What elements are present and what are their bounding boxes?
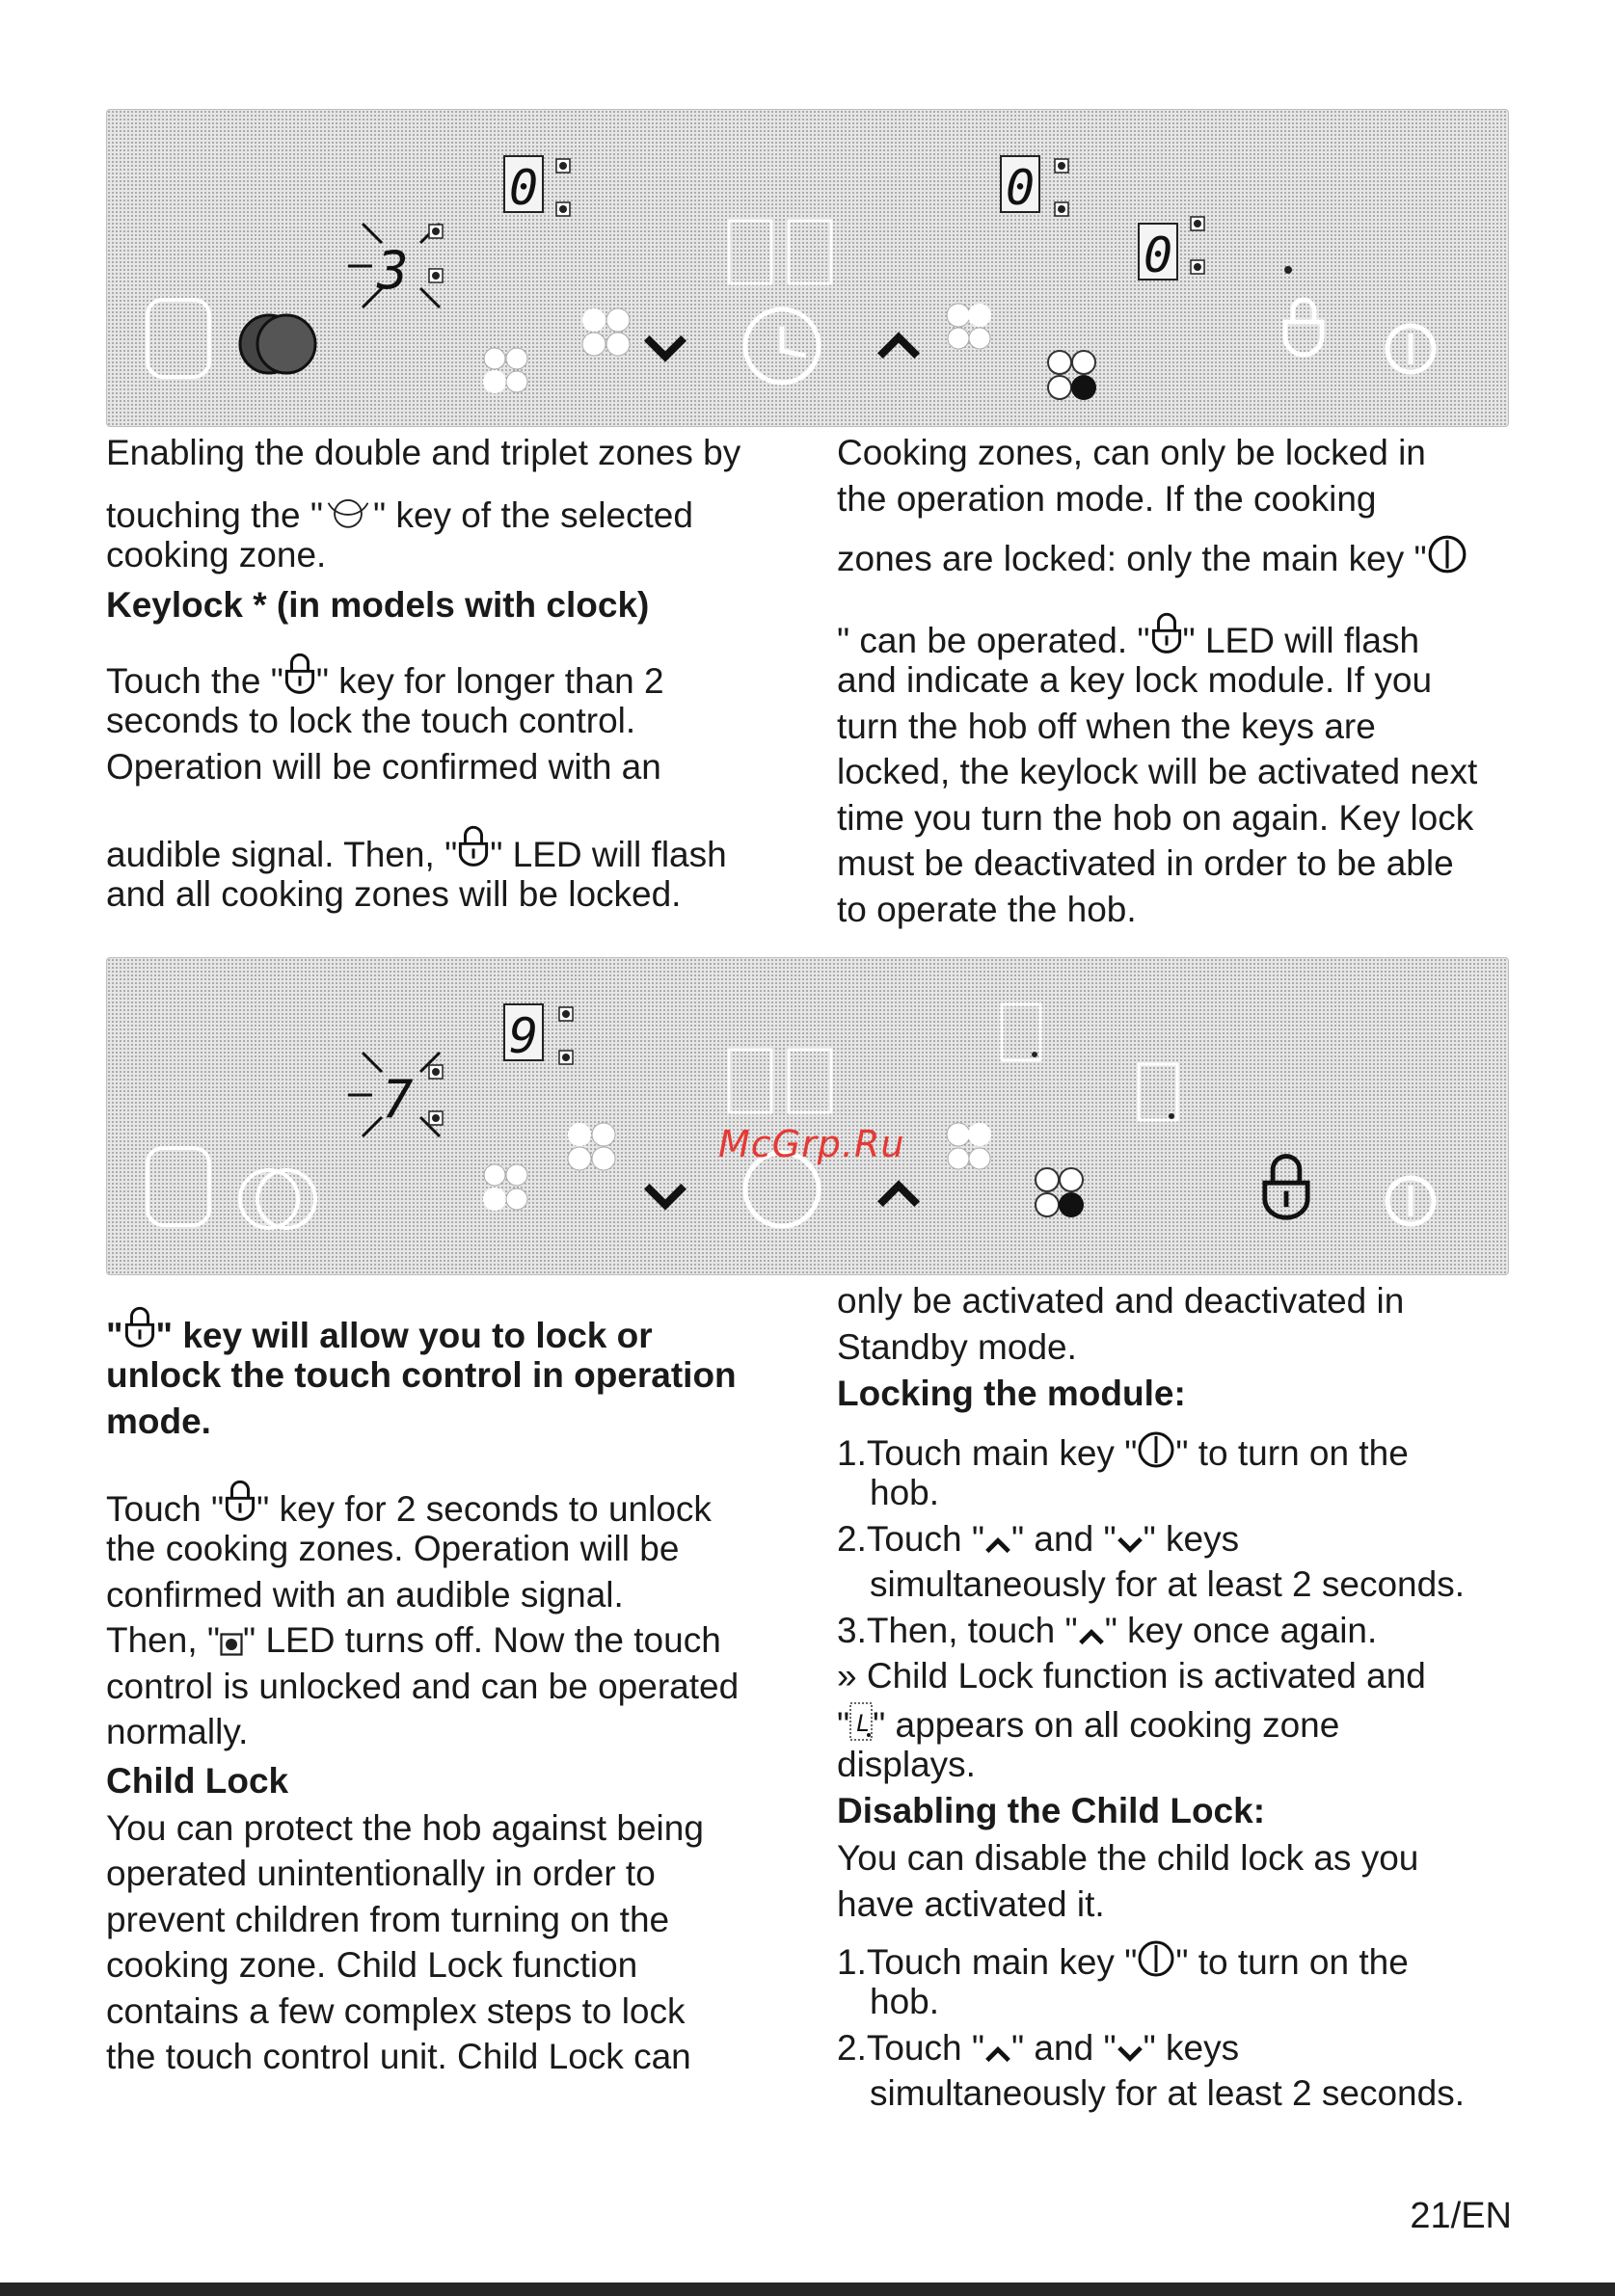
heading-child-lock: Child Lock	[106, 1760, 289, 1801]
text-line: audible signal. Then, " " LED will flash	[106, 820, 810, 885]
text-line: unlock the touch control in operation	[106, 1355, 737, 1395]
heading-locking-module: Locking the module:	[837, 1374, 1186, 1413]
digit-left: 3	[377, 240, 409, 301]
text-line: contains a few complex steps to lock	[106, 1990, 686, 2031]
watermark: McGrp.Ru	[718, 1123, 905, 1165]
text-line: to operate the hob.	[837, 889, 1137, 929]
text-line: the cooking zones. Operation will be	[106, 1529, 680, 1568]
lock-led-icon	[457, 820, 490, 870]
control-panel-bottom	[106, 957, 1509, 1275]
up-arrow-icon	[984, 1535, 1011, 1555]
up-key-icon	[880, 337, 917, 356]
text-line: seconds to lock the touch control.	[106, 701, 636, 740]
text-line: 1.Touch main key " " to turn on the	[837, 1424, 1512, 1483]
text-line: have activated it.	[837, 1883, 1105, 1924]
text-line: normally.	[106, 1712, 249, 1751]
lock-icon	[123, 1301, 156, 1351]
text-line: operated unintentionally in order to	[106, 1854, 656, 1893]
text-line: the operation mode. If the cooking	[837, 478, 1377, 519]
lock-key-white	[1293, 300, 1314, 322]
text-line: You can disable the child lock as you	[837, 1838, 1419, 1878]
led-icon	[220, 1633, 243, 1656]
up-arrow-icon	[984, 2044, 1011, 2064]
lock-key-active-icon	[1265, 1157, 1307, 1218]
lock-icon	[224, 1475, 256, 1525]
text-line: " " key will allow you to lock or	[106, 1301, 810, 1366]
text-line: the touch control unit. Child Lock can	[106, 2037, 691, 2076]
text-line: zones are locked: only the main key "	[837, 529, 1512, 589]
text-line: control is unlocked and can be operated	[106, 1666, 740, 1706]
digit-left: 7	[382, 1069, 414, 1130]
text-line: hob.	[870, 1982, 940, 2021]
right-column-bottom	[837, 1278, 1512, 2117]
power-icon	[1137, 1430, 1175, 1469]
power-icon	[1137, 1939, 1175, 1978]
power-icon	[1427, 534, 1467, 574]
blank-key-left	[148, 300, 209, 377]
text-line: Touch " " key for 2 seconds to unlock	[106, 1475, 810, 1539]
child-lock-display-icon	[849, 1702, 873, 1741]
digit-topleft: 9	[509, 1008, 539, 1064]
text-line: prevent children from turning on the	[106, 1899, 670, 1939]
left-column-top	[106, 430, 810, 918]
text-line: must be deactivated in order to be able	[837, 843, 1454, 883]
text-line: touching the " " key of the selected	[106, 486, 810, 546]
heading-disabling-child-lock: Disabling the Child Lock:	[837, 1791, 1266, 1830]
text-line: cooking zone. Child Lock function	[106, 1945, 638, 1985]
bottom-rule	[0, 2283, 1615, 2296]
text-line: hob.	[870, 1473, 940, 1512]
text-line: confirmed with an audible signal.	[106, 1574, 624, 1615]
text-line: Standby mode.	[837, 1326, 1077, 1367]
down-key-icon	[647, 338, 684, 357]
text-line: Operation will be confirmed with an	[106, 746, 661, 787]
text-line: only be activated and deactivated in	[837, 1281, 1405, 1321]
text-line: " can be operated. " " LED will flash	[837, 608, 1512, 671]
page-number: 21/EN	[1410, 2196, 1512, 2236]
text-line: » Child Lock function is activated and	[837, 1656, 1426, 1695]
text-line: You can protect the hob against being	[106, 1807, 704, 1848]
text-line: 2.Touch " " and " " keys	[837, 1518, 1240, 1559]
text-line: 3.Then, touch " " key once again.	[837, 1610, 1378, 1650]
text-line: " " appears on all cooking zone	[837, 1695, 1512, 1755]
control-panel-top-graphic	[107, 110, 1508, 426]
down-arrow-icon	[1117, 2044, 1144, 2064]
digit-right: 0	[1144, 227, 1173, 283]
lock-icon	[283, 649, 316, 697]
text-line: turn the hob off when the keys are	[837, 706, 1376, 746]
text-line: cooking zone.	[106, 534, 327, 574]
text-line: simultaneously for at least 2 seconds.	[870, 1564, 1465, 1604]
text-line: mode.	[106, 1401, 211, 1441]
text-line: and indicate a key lock module. If you	[837, 660, 1433, 700]
lock-led-icon	[1150, 608, 1183, 656]
control-panel-bottom-graphic	[107, 958, 1508, 1274]
up-arrow-icon	[1078, 1627, 1105, 1646]
text-line: 1.Touch main key " " to turn on the	[837, 1933, 1512, 1992]
down-arrow-icon	[1117, 1535, 1144, 1555]
right-column-top	[837, 430, 1512, 932]
text-line: Enabling the double and triplet zones by	[106, 433, 741, 472]
text-line: Touch the " " key for longer than 2	[106, 649, 810, 711]
text-line: displays.	[837, 1744, 976, 1784]
text-line: time you turn the hob on again. Key lock	[837, 797, 1474, 838]
text-line: and all cooking zones will be locked.	[106, 874, 682, 914]
left-column-bottom	[106, 1278, 810, 2080]
control-panel-top	[106, 109, 1509, 427]
text-line: Cooking zones, can only be locked in	[837, 433, 1426, 472]
text-line: 2.Touch " " and " " keys	[837, 2027, 1240, 2068]
digit-topright: 0	[1006, 160, 1036, 216]
dual-zone-icon	[323, 493, 373, 531]
digit-topleft: 0	[509, 160, 539, 216]
heading-keylock: Keylock * (in models with clock)	[106, 585, 650, 625]
text-line: simultaneously for at least 2 seconds.	[870, 2073, 1465, 2113]
text-line: locked, the keylock will be activated next	[837, 752, 1478, 791]
text-line: Then, " " LED turns off. Now the touch	[106, 1620, 721, 1660]
